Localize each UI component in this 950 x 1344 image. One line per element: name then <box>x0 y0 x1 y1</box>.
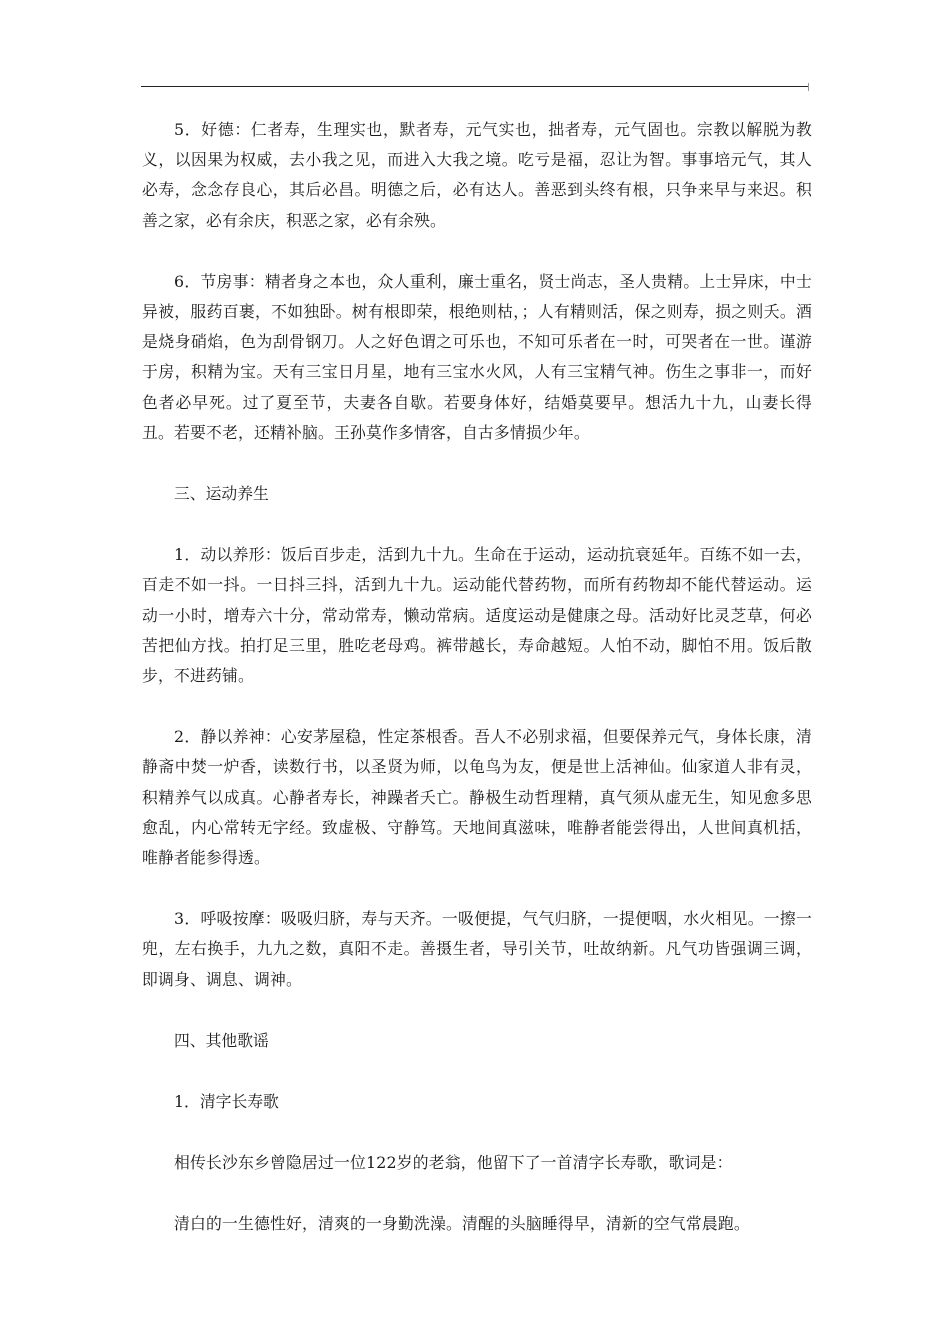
paragraph-dong-yi-yang-xing: 1．动以养形：饭后百步走，活到九十九。生命在于运动，运动抗衰延年。百练不如一去，百走不如一抖。一日抖三抖，活到九十九。运动能代替药物，而所有药物却不能代替运动。运动一小时，增寿六十分，常动常寿，懒动常病。适度运动是健康之母。活动好比灵芝草，何必苦把仙方找。拍打足三里，胜吃老母鸡。裤带越长，寿命越短。人怕不动，脚怕不用。饭后散步，不进药铺。 <box>142 545 812 686</box>
paragraph-hu-xi-an-mo: 3．呼吸按摩：吸吸归脐，寿与天齐。一吸便提，气气归脐，一提便咽，水火相见。一擦一兜，左右换手，九九之数，真阳不走。善摄生者，导引关节，吐故纳新。凡气功皆强调三调，即调身、调息、调神。 <box>142 909 812 989</box>
document-body <box>142 115 812 1240</box>
header-rule <box>141 86 808 87</box>
paragraph-jing-yi-yang-shen: 2．静以养神：心安茅屋稳，性定茶根香。吾人不必别求福，但要保养元气，身体长康，清静斋中焚一炉香，读数行书，以圣贤为师，以龟鸟为友，便是世上活神仙。仙家道人非有灵，积精养气以成真。心静者寿长，神躁者夭亡。静极生动哲理精，真气须从虚无生，知见愈多思愈乱，内心常转无字经。致虚极、守静笃。天地间真滋味，唯静者能尝得出，人世间真机括，唯静者能参得透。 <box>142 727 812 868</box>
paragraph-hao-de: 5．好德：仁者寿，生理实也，默者寿，元气实也，拙者寿，元气固也。宗教以解脱为教义，以因果为权威，去小我之见，而进入大我之境。吃亏是福，忍让为智。事事培元气，其人必寿，念念存良心，其后必昌。明德之后，必有达人。善恶到头终有根，只争来早与来迟。积善之家，必有余庆，积恶之家，必有余殃。 <box>142 120 812 230</box>
paragraph-legend: 相传长沙东乡曾隐居过一位122岁的老翁，他留下了一首清字长寿歌，歌词是： <box>174 1153 733 1173</box>
header-rule-tick <box>808 83 809 91</box>
section-heading-exercise: 三、运动养生 <box>174 484 269 504</box>
subheading-qing-zi-song: 1．清字长寿歌 <box>174 1092 279 1112</box>
section-heading-other-songs: 四、其他歌谣 <box>174 1030 269 1050</box>
paragraph-lyrics: 清白的一生德性好，清爽的一身勤洗澡。清醒的头脑睡得早，清新的空气常晨跑。 <box>174 1214 750 1234</box>
paragraph-jie-fang-shi: 6．节房事：精者身之本也，众人重利，廉士重名，贤士尚志，圣人贵精。上士异床，中士异被，服药百裹，不如独卧。树有根即荣，根绝则枯，；人有精则活，保之则寿，损之则夭。酒是烧身硝焰，色为刮骨钢刀。人之好色谓之可乐也，不知可乐者在一时，可哭者在一世。谨游于房，积精为宝。天有三宝日月星，地有三宝水火风，人有三宝精气神。伤生之事非一，而好色者必早死。过了夏至节，夫妻各自歇。若要身体好，结婚莫要早。想活九十九，山妻长得丑。若要不老，还精补脑。王孙莫作多情客，自古多情损少年。 <box>142 271 812 442</box>
